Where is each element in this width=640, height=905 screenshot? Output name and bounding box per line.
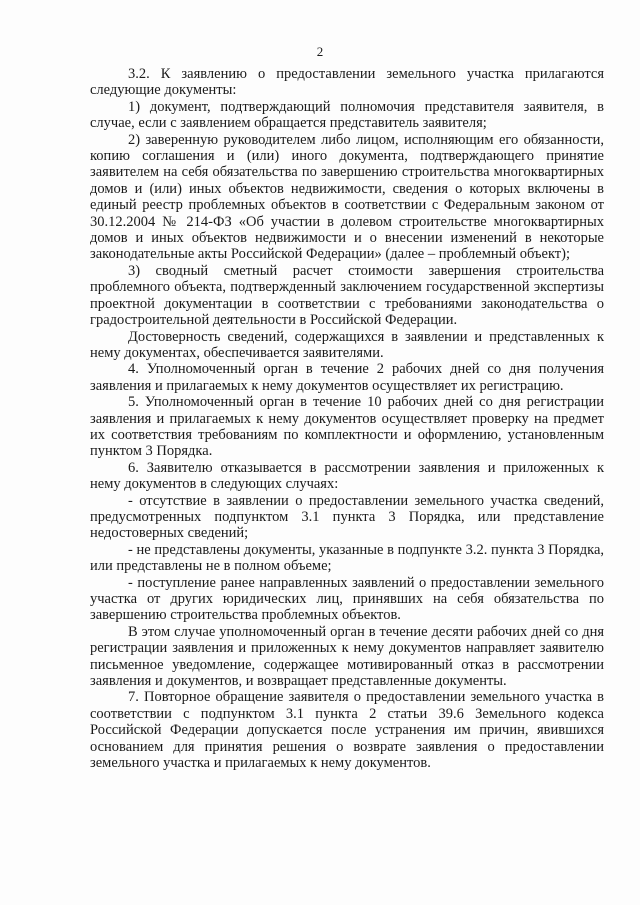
paragraph-item-1: 1) документ, подтверждающий полномочия представителя заявителя, в случае, если с заявлением обращается представитель заявителя; — [90, 98, 604, 132]
refusal-case-3: - поступление ранее направленных заявлений о предоставлении земельного участка от других юридических лиц, принявших на себя обязательства по завершению строительства проблемных объектов. — [90, 574, 604, 624]
paragraph-item-3: 3) сводный сметный расчет стоимости завершения строительства проблемного объекта, подтвержденный заключением государственной экспертизы проектной документации в соответствии с требованиями законодательства о градостроительной деятельности в Российской Федерации. — [90, 262, 604, 329]
paragraph-6: 6. Заявителю отказывается в рассмотрении заявления и приложенных к нему документов в следующих случаях: — [90, 459, 604, 493]
refusal-case-1: - отсутствие в заявлении о предоставлении земельного участка сведений, предусмотренных подпунктом 3.1 пункта 3 Порядка, или представление недостоверных сведений; — [90, 492, 604, 542]
paragraph-reliability: Достоверность сведений, содержащихся в заявлении и представленных к нему документах, обеспечивается заявителями. — [90, 328, 604, 361]
page-number: 2 — [316, 44, 324, 59]
paragraph-4: 4. Уполномоченный орган в течение 2 рабочих дней со дня получения заявления и прилагаемых к нему документов осуществляет их регистрацию. — [90, 361, 604, 394]
document-body — [90, 66, 604, 771]
paragraph-7: 7. Повторное обращение заявителя о предоставлении земельного участка в соответствии с подпунктом 3.1 пункта 2 статьи 39.6 Земельного кодекса Российской Федерации допускается после устранения им причин, явившихся основанием для принятия решения о возврате заявления о предоставлении земельного участка и прилагаемых к нему документов. — [90, 689, 604, 772]
paragraph-3-2: 3.2. К заявлению о предоставлении земельного участка прилагаются следующие документы: — [90, 66, 604, 99]
refusal-case-2: - не представлены документы, указанные в подпункте 3.2. пункта 3 Порядка, или представлены не в полном объеме; — [90, 541, 604, 575]
paragraph-notification: В этом случае уполномоченный орган в течение десяти рабочих дней со дня регистрации заявления и приложенных к нему документов направляет заявителю письменное уведомление, содержащее мотивированный отказ в рассмотрении заявления и документов, и возвращает представленные документы. — [90, 623, 604, 690]
paragraph-item-2: 2) заверенную руководителем либо лицом, исполняющим его обязанности, копию соглашения и (или) иного документа, подтверждающего принятие заявителем на себя обязательства по завершению строительства многоквартирных домов и (или) иных объектов недвижимости, сведения о которых включены в единый реестр проблемных объектов в соответствии с Федеральным законом от 30.12.2004 № 214-ФЗ «Об участии в долевом строительстве многоквартирных домов и иных объектов недвижимости и о внесении изменений в некоторые законодательные акты Российской Федерации» (далее – проблемный объект); — [90, 131, 604, 263]
paragraph-5: 5. Уполномоченный орган в течение 10 рабочих дней со дня регистрации заявления и прилагаемых к нему документов осуществляет проверку на предмет их соответствия требованиям по комплектности и оформлению, установленным пунктом 3 Порядка. — [90, 394, 604, 460]
